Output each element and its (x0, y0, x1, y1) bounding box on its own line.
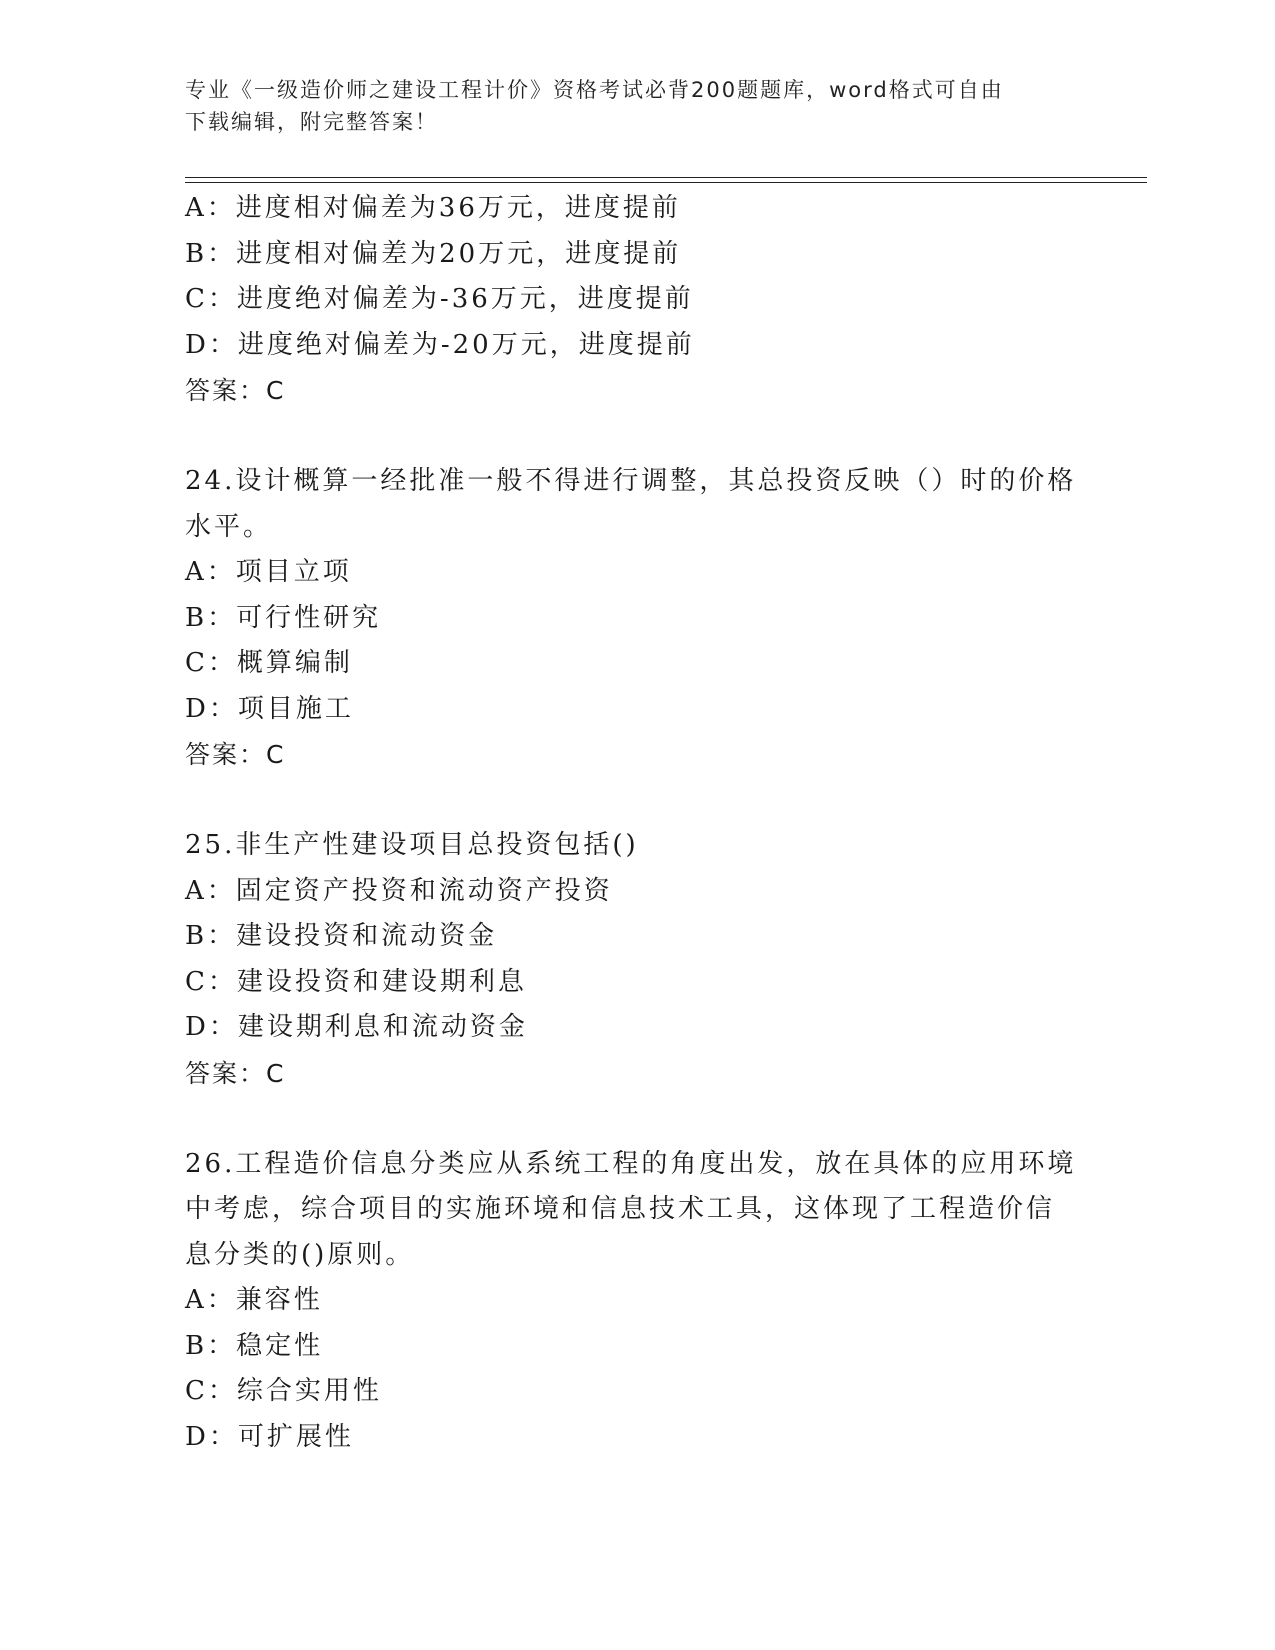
option-letter: D： (185, 329, 238, 360)
option-text: 建设投资和流动资金 (236, 921, 498, 951)
option-text: 固定资产投资和流动资产投资 (235, 875, 613, 906)
question-stem: 中考虑，综合项目的实施环境和信息技术工具，这体现了工程造价信 (185, 1194, 1056, 1224)
option-a (185, 550, 1085, 596)
option-text: 建设期利息和流动资金 (237, 1012, 528, 1042)
option-c (185, 960, 1085, 1006)
option-letter: D： (185, 693, 238, 724)
option-b (185, 914, 1085, 960)
option-text: 建设投资和建设期利息 (236, 966, 527, 997)
answer-line: 答案：C (185, 1058, 286, 1088)
spacer (185, 778, 1085, 824)
option-d (185, 1415, 1085, 1461)
question-stem: 息分类的()原则。 (185, 1239, 415, 1270)
option-letter: C： (185, 648, 237, 678)
option-text: 综合实用性 (236, 1376, 382, 1406)
option-c (185, 1369, 1085, 1415)
option-letter: A： (185, 1285, 236, 1315)
option-text: 概算编制 (236, 648, 353, 678)
option-c (185, 641, 1085, 687)
option-text: 项目施工 (237, 693, 354, 724)
option-text: 进度相对偏差为20万元，进度提前 (236, 238, 682, 269)
spacer (185, 414, 1085, 460)
spacer (185, 1096, 1085, 1142)
option-text: 进度相对偏差为36万元，进度提前 (235, 193, 681, 223)
option-letter: A： (185, 193, 236, 223)
option-a (185, 1278, 1085, 1324)
option-letter: A： (185, 875, 236, 906)
option-b (185, 596, 1085, 642)
option-text: 进度绝对偏差为-20万元，进度提前 (237, 329, 695, 360)
option-d (185, 1005, 1085, 1051)
document-header (185, 74, 1085, 138)
option-d (185, 323, 1085, 369)
option-c (185, 277, 1085, 323)
option-b (185, 232, 1085, 278)
option-text: 兼容性 (235, 1285, 323, 1315)
question-stem: 26.工程造价信息分类应从系统工程的角度出发，放在具体的应用环境 (185, 1148, 1077, 1179)
answer-line: 答案：C (185, 376, 286, 405)
option-letter: C： (185, 966, 237, 997)
option-letter: D： (185, 1012, 238, 1042)
header-line-2: 下载编辑，附完整答案！ (185, 110, 438, 134)
option-letter: B： (185, 1330, 237, 1361)
header-divider-top (185, 177, 1147, 178)
header-line-1: 专业《一级造价师之建设工程计价》资格考试必背200题题库，word格式可自由 (185, 78, 1004, 102)
option-text: 进度绝对偏差为-36万元，进度提前 (236, 284, 694, 314)
option-letter: C： (185, 284, 237, 314)
option-b (185, 1324, 1085, 1370)
option-letter: C： (185, 1376, 237, 1406)
question-stem: 水平。 (185, 511, 273, 542)
option-d (185, 687, 1085, 733)
option-text: 项目立项 (235, 557, 352, 587)
option-letter: A： (185, 557, 236, 587)
option-text: 可扩展性 (237, 1421, 354, 1452)
answer-line: 答案：C (185, 740, 286, 769)
option-letter: B： (185, 602, 237, 633)
option-letter: B： (185, 921, 237, 951)
option-a (185, 869, 1085, 915)
question-content (185, 186, 1085, 1460)
option-letter: D： (185, 1421, 238, 1452)
header-divider-bottom (185, 182, 1147, 183)
question-stem: 25.非生产性建设项目总投资包括() (185, 830, 639, 860)
option-text: 稳定性 (236, 1330, 324, 1361)
option-text: 可行性研究 (236, 602, 382, 633)
option-letter: B： (185, 238, 237, 269)
question-stem: 24.设计概算一经批准一般不得进行调整，其总投资反映（）时的价格 (185, 466, 1077, 496)
option-a (185, 186, 1085, 232)
